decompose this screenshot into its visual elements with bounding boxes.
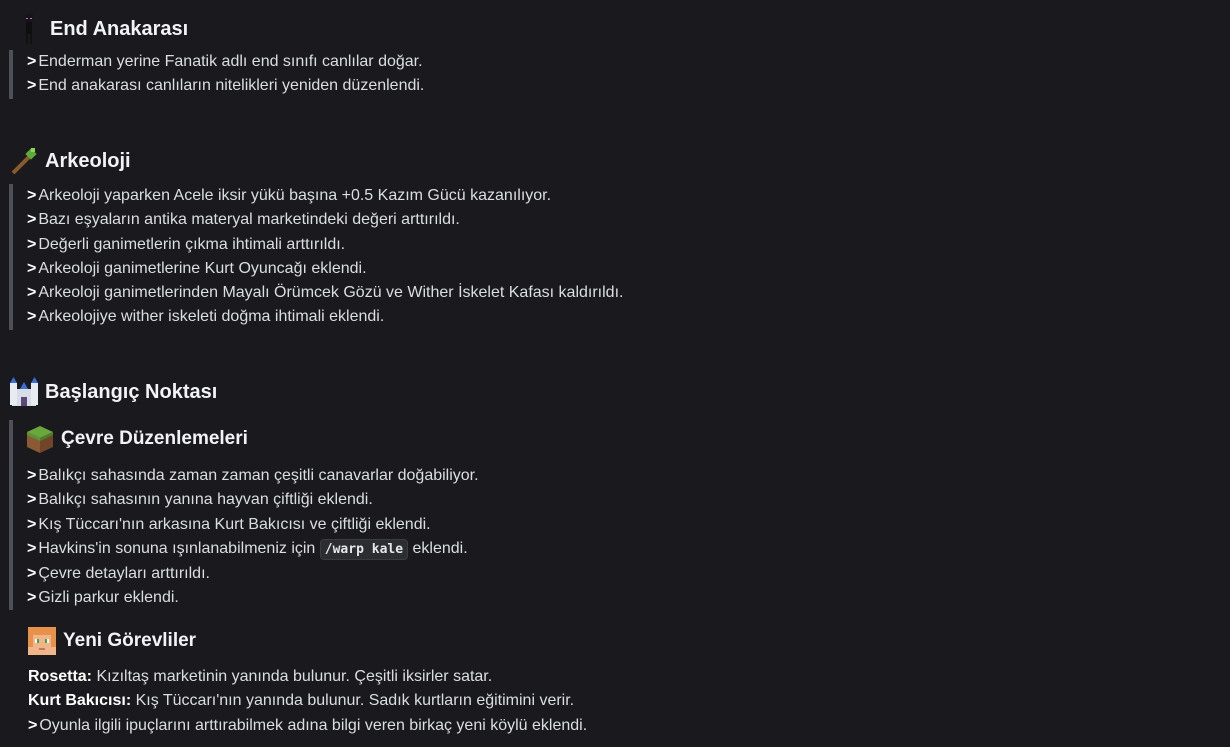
list-item: > Oyunla ilgili ipuçlarını arttırabilmek adına bilgi veren birkaç yeni köylü eklendi. bbox=[28, 716, 588, 734]
subsection-heading-cevre bbox=[25, 424, 477, 454]
section-title: Başlangıç Noktası bbox=[45, 381, 218, 403]
warp-command-code: /warp kale bbox=[320, 539, 408, 560]
brush-icon bbox=[9, 146, 39, 176]
list-item: > Arkeoloji ganimetlerinden Mayalı Örümcek Gözü ve Wither İskelet Kafası kaldırıldı. bbox=[27, 284, 624, 302]
castle-icon bbox=[9, 377, 39, 407]
list-item: Kurt Bakıcısı: Kış Tüccarı'nın yanında bulunur. Sadık kurtların eğitimini verir. bbox=[28, 692, 575, 710]
list-item: > Balıkçı sahasının yanına hayvan çiftliği eklendi. bbox=[27, 491, 373, 509]
list-item: > Arkeoloji ganimetlerine Kurt Oyuncağı eklendi. bbox=[27, 259, 367, 277]
list-item: > Balıkçı sahasında zaman zaman çeşitli canavarlar doğabiliyor. bbox=[27, 467, 479, 484]
list-item: Rosetta: Kızıltaş marketinin yanında bulunur. Çeşitli iksirler satar. bbox=[28, 668, 493, 685]
list-item: > End anakarası canlıların nitelikleri yeniden düzenlendi. bbox=[27, 77, 425, 95]
list-item: > Değerli ganimetlerin çıkma ihtimali arttırıldı. bbox=[27, 235, 346, 253]
npc-list bbox=[28, 665, 587, 738]
grass-block-icon bbox=[25, 424, 55, 454]
blockquote-end bbox=[9, 50, 424, 99]
villager-face-icon bbox=[27, 626, 57, 656]
subsection-title: Yeni Görevliler bbox=[63, 630, 197, 651]
section-title: Arkeoloji bbox=[45, 150, 131, 172]
section-heading-end bbox=[14, 14, 188, 44]
list-item: > Çevre detayları arttırıldı. bbox=[27, 565, 210, 583]
list-item: > Havkins'in sonuna ışınlanabilmeniz için /warp kale eklendi. bbox=[27, 537, 479, 562]
subsection-title: Çevre Düzenlemeleri bbox=[61, 428, 248, 449]
blockquote-arkeoloji bbox=[9, 184, 623, 330]
list-item: > Gizli parkur eklendi. bbox=[27, 589, 179, 607]
blockquote-baslangic bbox=[9, 420, 479, 610]
list-item: > Enderman yerine Fanatik adlı end sınıfı canlılar doğar. bbox=[27, 53, 423, 70]
list-item: > Arkeoloji yaparken Acele iksir yükü başına +0.5 Kazım Gücü kazanılıyor. bbox=[27, 187, 552, 204]
section-heading-arkeoloji bbox=[9, 146, 131, 176]
subsection-heading-gorevliler bbox=[27, 626, 196, 656]
list-item: > Bazı eşyaların antika materyal marketindeki değeri arttırıldı. bbox=[27, 211, 460, 229]
section-title: End Anakarası bbox=[50, 18, 189, 40]
list-item: > Arkeolojiye wither iskeleti doğma ihtimali eklendi. bbox=[27, 308, 385, 326]
enderman-icon bbox=[14, 14, 44, 44]
list-item: > Kış Tüccarı'nın arkasına Kurt Bakıcısı ve çiftliği eklendi. bbox=[27, 515, 431, 533]
section-heading-baslangic bbox=[9, 377, 217, 407]
